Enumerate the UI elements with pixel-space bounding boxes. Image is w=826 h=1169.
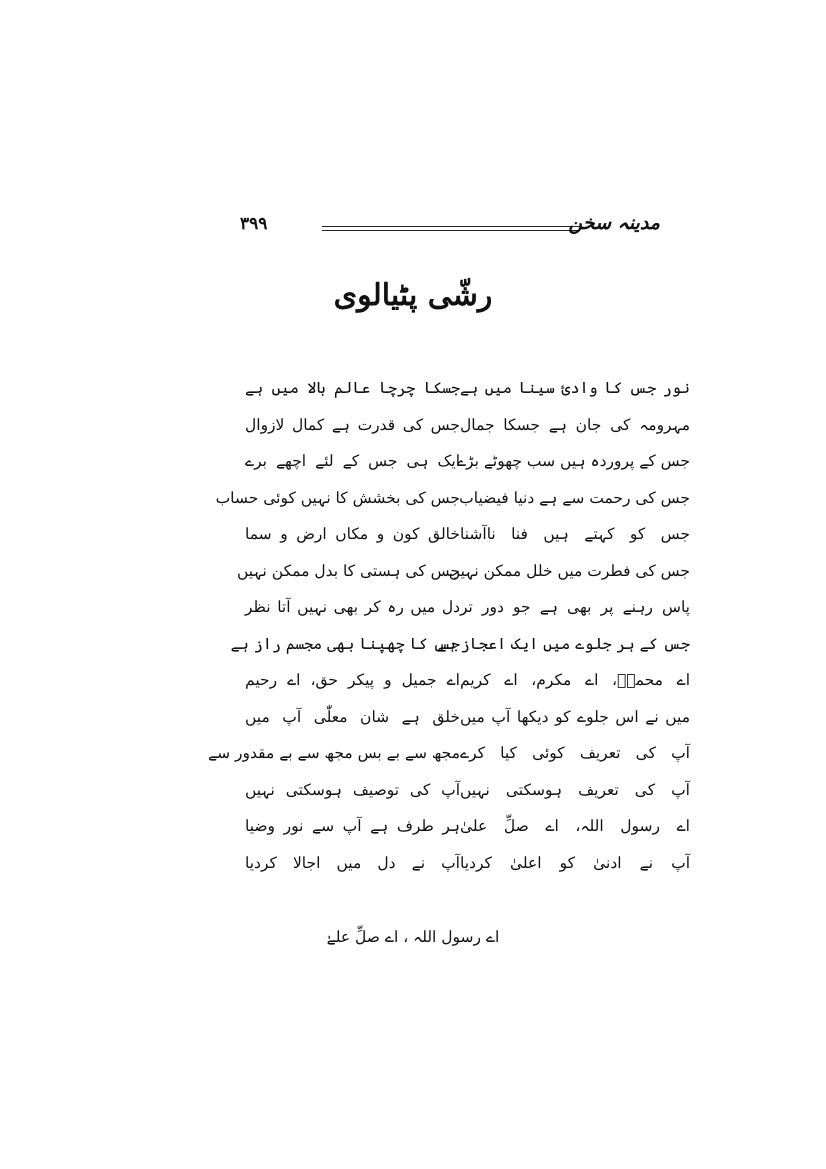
misra-second: جس کی قدرت ہے کمال لازوال xyxy=(245,415,460,434)
page-header xyxy=(240,214,660,250)
misra-first: جس کو کہتے ہیں فنا ناآشنا xyxy=(460,525,690,544)
couplet xyxy=(236,553,690,590)
misra-second: جس کا چھپنا بھی مجسم راز ہے xyxy=(230,634,460,653)
misra-second: آپ نے دل میں اجالا کردیا xyxy=(245,853,460,872)
misra-second: اے جمیل و پیکر حق، اے رحیم xyxy=(245,671,460,690)
couplet xyxy=(245,407,690,444)
couplet xyxy=(245,662,690,699)
misra-first: آپ کی تعریف ہوسکتی نہیں xyxy=(460,780,690,799)
misra-first: آپ کی تعریف کوئی کیا کرے xyxy=(460,744,690,763)
misra-second: دل میں رہ کر بھی نہیں آتا نظر xyxy=(245,598,460,617)
page-number: ۳۹۹ xyxy=(240,214,268,234)
couplet xyxy=(245,699,690,736)
misra-second: جس کی بخشش کا نہیں کوئی حساب xyxy=(215,488,460,507)
couplet xyxy=(245,589,690,626)
misra-second: جسکا چرچا عالم بالا میں ہے xyxy=(245,379,460,398)
closing-line: اے رسول اللہ ، اے صلِّ علےٰ xyxy=(326,928,500,946)
misra-second: خلق ہے شان معلّٰی آپ میں xyxy=(245,707,460,726)
couplet xyxy=(230,626,690,663)
couplet xyxy=(245,443,690,480)
misra-first: میں نے اس جلوے کو دیکھا آپ میں xyxy=(460,707,690,726)
misra-second: ہر طرف ہے آپ سے نور وضیا xyxy=(245,817,460,836)
couplet xyxy=(245,516,690,553)
misra-second: آپ کی توصیف ہوسکتی نہیں xyxy=(245,780,460,799)
misra-first: آپ نے ادنیٰ کو اعلیٰ کردیا xyxy=(460,853,690,872)
poet-name: رشّی پٹیالوی xyxy=(333,278,493,313)
couplet xyxy=(208,735,690,772)
misra-first: اے محمدؐ، اے مکرم، اے کریم xyxy=(460,671,690,690)
couplet xyxy=(245,845,690,882)
header-double-rule xyxy=(322,226,580,231)
couplet xyxy=(245,772,690,809)
misra-first: جس کی فطرت میں خلل ممکن نہیں xyxy=(448,561,690,580)
poem-body xyxy=(208,370,690,881)
misra-first: جس کے پروردہ ہیں سب چھوٹے بڑے xyxy=(456,452,690,471)
misra-first: اے رسول اللہ، اے صلِّ علیٰ xyxy=(460,817,690,836)
misra-first: پاس رہنے پر بھی ہے جو دور تر xyxy=(460,598,690,617)
misra-first: نور جس کا وادیٔ سینا میں ہے xyxy=(460,379,690,398)
misra-second: جس کی ہستی کا بدل ممکن نہیں xyxy=(236,561,460,580)
couplet xyxy=(245,808,690,845)
couplet xyxy=(215,480,690,517)
book-title: مدینہ سخن xyxy=(568,212,660,234)
misra-second: ایک ہی جس کے لئے اچھے برے xyxy=(245,452,460,471)
misra-second: خالق کون و مکاں ارض و سما xyxy=(245,525,460,544)
misra-second: مجھ سے بے بس مجھ سے بے مقدور سے xyxy=(208,744,460,763)
misra-first: جس کی رحمت سے ہے دنیا فیضیاب xyxy=(459,488,690,507)
misra-first: جس کے ہر جلوے میں ایک اعجاز ہے xyxy=(437,634,690,653)
couplet xyxy=(245,370,690,407)
misra-first: مہرومہ کی جان ہے جسکا جمال xyxy=(460,415,690,434)
